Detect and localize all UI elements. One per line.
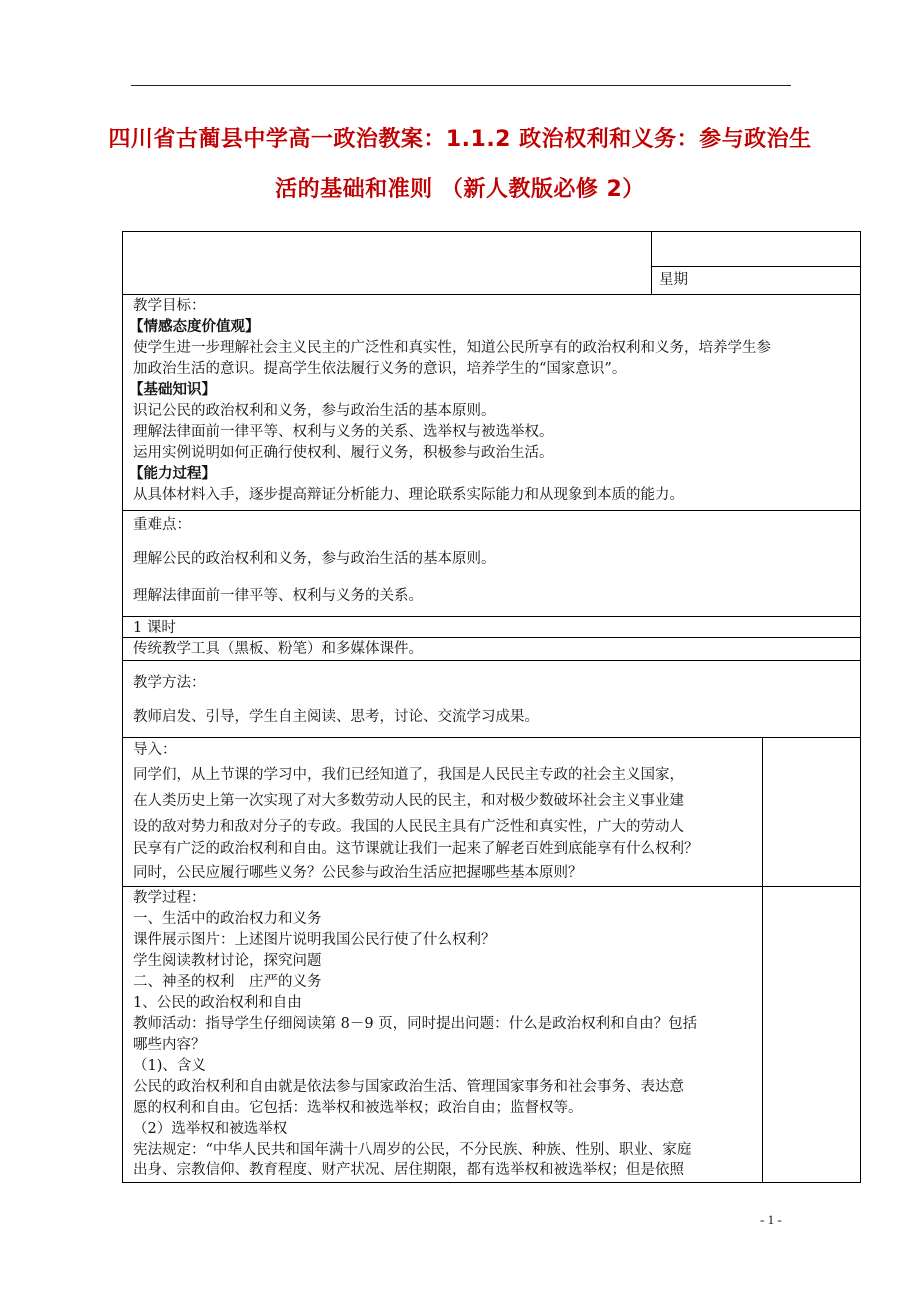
process-line: 一、生活中的政治权力和义务 [133,911,322,927]
document-title-line-1: 四川省古蔺县中学高一政治教案：1.1.2 政治权利和义务：参与政治生 [108,127,812,152]
process-line: 愿的权利和自由。它包括：选举权和被选举权；政治自由；监督权等。 [133,1100,583,1116]
knowledge-line: 识记公民的政治权利和义务，参与政治生活的基本原则。 [133,403,496,419]
methods-text: 教师启发、引导，学生自主阅读、思考，讨论、交流学习成果。 [133,709,539,725]
process-line: 出身、宗教信仰、教育程度、财产状况、居住期限，都有选举权和被选举权；但是依照 [133,1162,684,1178]
ability-title: 【能力过程】 [129,466,216,482]
intro-heading: 导入： [133,742,177,758]
emotion-title: 【情感态度价值观】 [129,319,260,335]
process-line: 教师活动：指导学生仔细阅读第 8－9 页，同时提出问题：什么是政治权利和自由？包括 [133,1016,698,1032]
process-line: 学生阅读教材讨论，探究问题 [133,953,322,969]
key-point-line: 理解公民的政治权利和义务，参与政治生活的基本原则。 [133,551,496,567]
document-title-line-2: 活的基础和准则 （新人教版必修 2） [275,177,645,202]
process-line: 课件展示图片：上述图片说明我国公民行使了什么权利？ [133,932,496,948]
intro-line: 同时，公民应履行哪些义务？公民参与政治生活应把握哪些基本原则？ [133,865,583,881]
process-line: 二、神圣的权利 庄严的义务 [133,974,322,990]
intro-line: 在人类历史上第一次实现了对大多数劳动人民的民主，和对极少数破坏社会主义事业建 [133,793,684,809]
intro-line: 同学们，从上节课的学习中，我们已经知道了，我国是人民民主专政的社会主义国家， [133,767,684,783]
header-cell-divider [651,231,652,294]
process-line: （1)、含义 [133,1058,206,1074]
intro-line: 设的敌对势力和敌对分子的专政。我国的人民民主具有广泛性和真实性，广大的劳动人 [133,819,684,835]
process-line: 公民的政治权利和自由就是依法参与国家政治生活、管理国家事务和社会事务、表达意 [133,1079,684,1095]
process-line: 教学过程： [133,890,206,906]
key-points-heading: 重难点： [133,517,191,533]
knowledge-line: 理解法律面前一律平等、权利与义务的关系、选举权与被选举权。 [133,424,554,440]
process-line: 宪法规定：“中华人民共和国年满十八周岁的公民，不分民族、种族、性别、职业、家庭 [133,1142,692,1158]
emotion-line: 加政治生活的意识。提高学生依法履行义务的意识，培养学生的“国家意识”。 [133,361,627,377]
class-hours: 1 课时 [133,620,176,636]
teaching-tools: 传统教学工具（黑板、粉笔）和多媒体课件。 [133,641,423,657]
intro-line: 民享有广泛的政治权利和自由。这节课就让我们一起来了解老百姓到底能享有什么权利？ [133,841,699,857]
header-cell-rule [651,266,860,267]
process-line: 哪些内容？ [133,1037,206,1053]
weekday-label: 星期 [659,272,688,288]
key-point-line: 理解法律面前一律平等、权利与义务的关系。 [133,588,423,604]
header-rule [131,85,791,86]
ability-line: 从具体材料入手，逐步提高辩证分析能力、理论联系实际能力和从现象到本质的能力。 [133,487,684,503]
page-number: - 1 - [760,1212,782,1227]
knowledge-line: 运用实例说明如何正确行使权利、履行义务，积极参与政治生活。 [133,445,554,461]
process-line: （2）选举权和被选举权 [133,1121,288,1137]
notes-column-divider [762,737,763,1183]
process-line: 1、公民的政治权利和自由 [133,995,302,1011]
knowledge-title: 【基础知识】 [129,382,216,398]
methods-heading: 教学方法： [133,675,206,691]
emotion-line: 使学生进一步理解社会主义民主的广泛性和真实性，知道公民所享有的政治权利和义务，培养学生参 [133,340,771,356]
objectives-heading: 教学目标： [133,298,206,314]
